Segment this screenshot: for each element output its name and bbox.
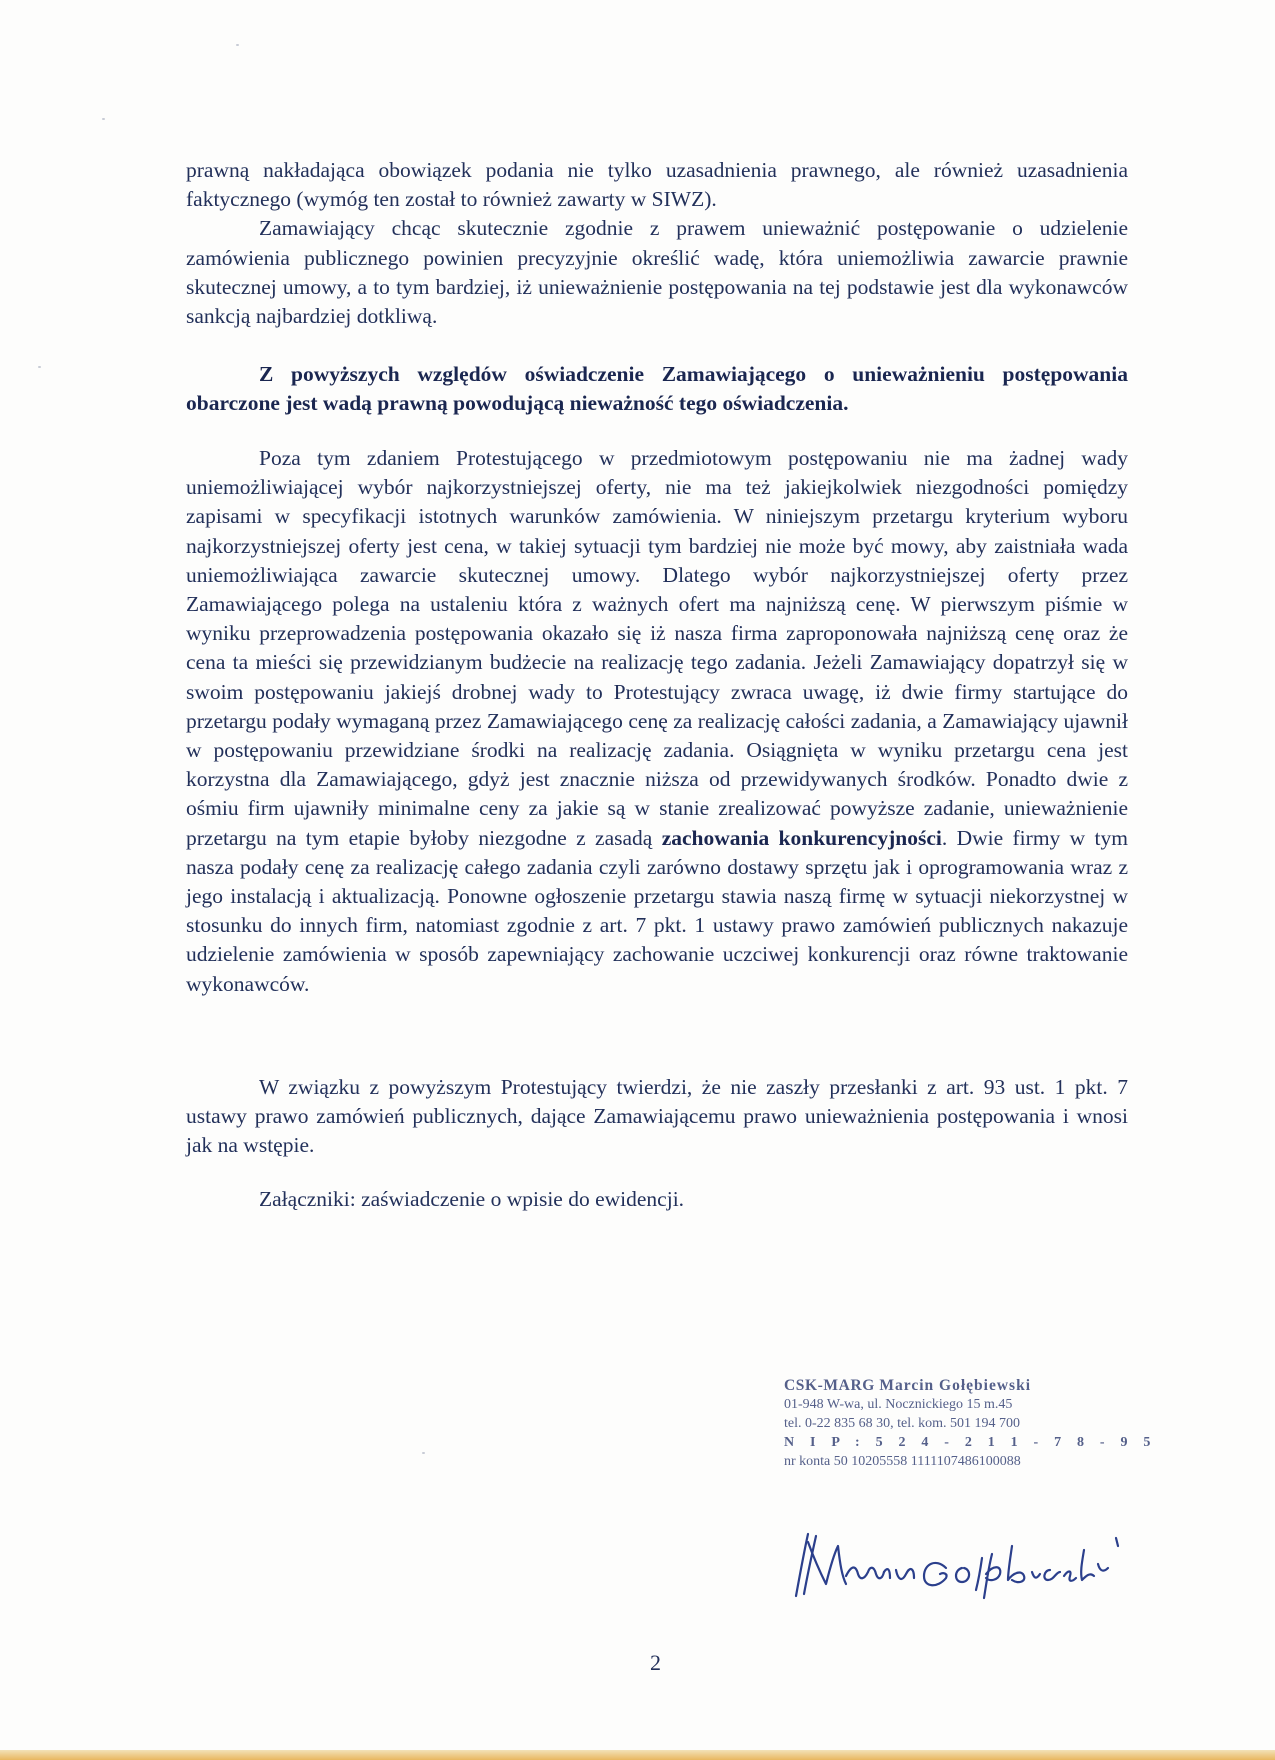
- attachments-line: Załączniki: zaświadczenie o wpisie do ewidencji.: [259, 1187, 685, 1211]
- scan-speck: [236, 44, 239, 46]
- paragraph-final-claim: W związku z powyższym Protestujący twierdzi, że nie zaszły przesłanki z art. 93 ust. 1 pkt. 7 ustawy prawo zamówień publicznych, dające Zamawiającemu prawo unieważnienia postępowania i wnosi jak na wstępie.: [186, 1075, 1128, 1158]
- scan-speck: [102, 118, 105, 120]
- stamp-account: nr konta 50 10205558 1111107486100088: [784, 1454, 1021, 1469]
- handwritten-signature: [786, 1524, 1126, 1604]
- paragraph-argument-text-a: Poza tym zdaniem Protestującego w przedmiotowym postępowaniu nie ma żadnej wady uniemożliwiającej wybór najkorzystniejszej oferty, nie ma też jakiejkolwiek niezgodności pomiędzy zapisami w specyfikacji istotnych warunków zamówienia. W niniejszym przetargu kryterium wyboru najkorzystniejszej oferty jest cena, w takiej sytuacji tym bardziej nie może być mowy, aby zaistniała wada uniemożliwiająca zawarcie skutecznej umowy. Dlatego wybór najkorzystniejszej oferty przez Zamawiającego polega na ustaleniu która z ważnych ofert ma najniższą cenę. W pierwszym piśmie w wyniku przeprowadzenia postępowania okazało się iż nasza firma zaproponowała najniższą cenę oraz że cena ta mieści się przewidzianym budżecie na realizację tego zadania. Jeżeli Zamawiający dopatrzył się w swoim postępowaniu jakiejś drobnej wady to Protestujący zwraca uwagę, iż dwie firmy startujące do przetargu podały wymaganą przez Zamawiającego cenę za realizację całości zadania, a Zamawiający ujawnił w postępowaniu przewidziane środki na realizację zadania. Osiągnięta w wyniku przetargu cena jest korzystna dla Zamawiającego, gdyż jest znacznie niższa od przewidywanych środków. Ponadto dwie z ośmiu firm ujawniły minimalne ceny za jakie są w stanie zrealizować powyższe zadanie, unieważnienie przetargu na tym etapie byłoby niezgodne z zasadą: [186, 446, 1128, 850]
- paragraph-conclusion-bold: Z powyższych względów oświadczenie Zamawiającego o unieważnieniu postępowania obarczone jest wadą prawną powodującą nieważność tego oświadczenia.: [186, 362, 1128, 416]
- paragraph-argument-text-b: . Dwie firmy w tym nasza podały cenę za realizację całego zadania czyli zarówno dostawy sprzętu jak i oprogramowania wraz z jego instalacją i aktualizacją. Ponowne ogłoszenie przetargu stawia naszą firmę w sytuacji niekorzystnej w stosunku do innych firm, natomiast zgodnie z art. 7 pkt. 1 ustawy prawo zamówień publicznych nakazuje udzielenie zamówienia w sposób zapewniający zachowanie uczciwej konkurencji oraz równe traktowanie wykonawców.: [186, 825, 1128, 996]
- paragraph-argument-bold: zachowania konkurencyjności: [661, 825, 942, 850]
- company-stamp: [784, 1376, 1157, 1471]
- stamp-owner: Marcin Gołębiewski: [879, 1377, 1032, 1394]
- paragraph-intro: [186, 156, 1128, 331]
- scan-edge-strip: [0, 1750, 1275, 1760]
- stamp-company: CSK-MARG: [784, 1377, 875, 1394]
- stamp-phones: tel. 0-22 835 68 30, tel. kom. 501 194 700: [784, 1416, 1021, 1431]
- page-number: 2: [650, 1650, 661, 1675]
- stamp-address: 01-948 W-wa, ul. Nocznickiego 15 m.45: [784, 1397, 1013, 1412]
- stamp-nip: N I P : 5 2 4 - 2 1 1 - 7 8 - 9 5: [784, 1435, 1157, 1450]
- scan-speck: [38, 366, 41, 368]
- paragraph-argument: [186, 444, 1128, 999]
- scan-speck: [422, 1452, 425, 1454]
- paragraph-intro-a: prawną nakładająca obowiązek podania nie tylko uzasadnienia prawnego, ale również uzasadnienia faktycznego (wymóg ten został to również zawarty w SIWZ).: [186, 158, 1128, 212]
- paragraph-intro-b: Zamawiający chcąc skutecznie zgodnie z prawem unieważnić postępowanie o udzielenie zamówienia publicznego powinien precyzyjnie określić wadę, która uniemożliwia zawarcie prawnie skutecznej umowy, a to tym bardziej, iż unieważnienie postępowania na tej podstawie jest dla wykonawców sankcją najbardziej dotkliwą.: [186, 216, 1128, 329]
- stamp-name-line: [784, 1376, 1124, 1395]
